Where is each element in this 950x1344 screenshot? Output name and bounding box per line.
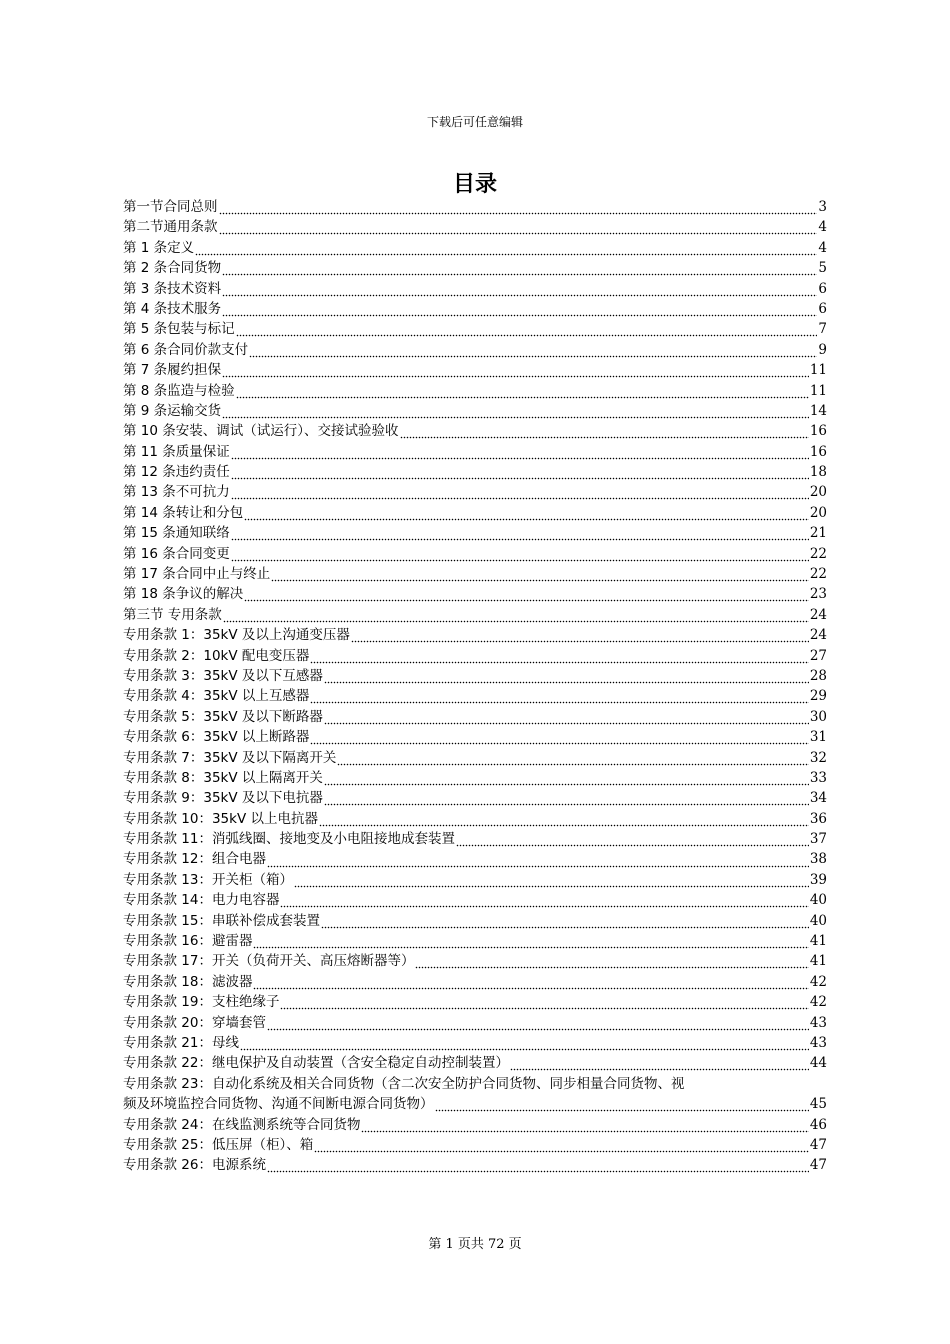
- toc-entry[interactable]: [123, 972, 827, 992]
- toc-leader-dots: [236, 381, 809, 401]
- toc-entry[interactable]: [123, 809, 827, 829]
- toc-entry-label: 第 7 条履约担保: [123, 362, 222, 379]
- toc-entry[interactable]: [123, 217, 827, 237]
- toc-entry-page: 5: [818, 260, 827, 277]
- toc-entry[interactable]: [123, 890, 827, 910]
- toc-entry-label: 专用条款 9：35kV 及以下电抗器: [123, 790, 323, 807]
- toc-entry-label: 专用条款 6：35kV 以上断路器: [123, 729, 310, 746]
- toc-entry-page: 4: [818, 239, 827, 256]
- toc-entry-page: 43: [809, 1014, 827, 1031]
- toc-entry-label: 专用条款 20：穿墙套管: [123, 1014, 266, 1031]
- toc-entry[interactable]: [123, 482, 827, 502]
- toc-entry-label: 第 5 条包装与标记: [123, 321, 235, 338]
- toc-entry-page: 33: [809, 769, 827, 786]
- toc-leader-dots: [240, 1033, 809, 1053]
- toc-leader-dots: [280, 992, 808, 1012]
- toc-entry-page: 18: [809, 464, 827, 481]
- toc-entry[interactable]: [123, 401, 827, 421]
- toc-entry[interactable]: [123, 1033, 827, 1053]
- toc-entry[interactable]: [123, 666, 827, 686]
- toc-title: 目录: [452, 172, 497, 197]
- toc-entry-label: 专用条款 1：35kV 及以上沟通变压器: [123, 627, 350, 644]
- toc-entry-label: 第 12 条违约责任: [123, 464, 230, 481]
- toc-leader-dots: [324, 788, 809, 808]
- toc-entry[interactable]: [123, 1013, 827, 1033]
- toc-entry-label: 专用条款 26：电源系统: [123, 1157, 266, 1174]
- toc-entry-page: 6: [818, 280, 827, 297]
- toc-entry[interactable]: [123, 951, 827, 971]
- toc-entry-page: 6: [818, 300, 827, 317]
- toc-leader-dots: [231, 442, 809, 462]
- toc-entry-label: 第 17 条合同中止与终止: [123, 566, 271, 583]
- toc-leader-dots: [351, 625, 809, 645]
- toc-entry[interactable]: [123, 605, 827, 625]
- toc-entry-page: 16: [809, 443, 827, 460]
- toc-entry-label: 第 13 条不可抗力: [123, 484, 230, 501]
- toc-entry-page: 36: [809, 810, 827, 827]
- toc-entry-page: 42: [809, 973, 827, 990]
- toc-entry-page: 27: [809, 647, 827, 664]
- toc-leader-dots: [222, 258, 817, 278]
- toc-leader-dots: [321, 911, 809, 931]
- toc-entry-label: 第一节合同总则: [123, 198, 218, 215]
- toc-entry-label: 第 3 条技术资料: [123, 280, 222, 297]
- toc-entry-label: 第三节 专用条款: [123, 606, 222, 623]
- toc-leader-dots: [435, 1094, 809, 1114]
- toc-leader-dots: [267, 1013, 809, 1033]
- toc-entry-page: 22: [809, 545, 827, 562]
- toc-entry-page: 7: [818, 321, 827, 338]
- toc-leader-dots: [310, 727, 808, 747]
- toc-entry-page: 24: [809, 627, 827, 644]
- toc-entry-label: 第 14 条转让和分包: [123, 504, 244, 521]
- toc-entry-page: 14: [809, 402, 827, 419]
- toc-entry[interactable]: [123, 625, 827, 645]
- toc-entry-label: 专用条款 21：母线: [123, 1035, 239, 1051]
- toc-leader-dots: [244, 584, 809, 604]
- toc-leader-dots: [280, 890, 808, 910]
- toc-leader-dots: [222, 279, 817, 299]
- toc-entry-page: 4: [818, 219, 827, 236]
- toc-entry[interactable]: [123, 1053, 827, 1073]
- toc-entry-page: 45: [809, 1096, 827, 1113]
- toc-leader-dots: [222, 360, 809, 380]
- toc-leader-dots: [244, 503, 809, 523]
- toc-entry-page: 38: [809, 851, 827, 868]
- toc-entry-page: 16: [809, 423, 827, 440]
- toc-entry-label: 第 2 条合同货物: [123, 260, 222, 277]
- toc-entry-page: 29: [809, 688, 827, 705]
- toc-leader-dots: [222, 299, 817, 319]
- toc-entry-page: 3: [818, 198, 827, 215]
- toc-entry-page: 40: [809, 892, 827, 909]
- toc-entry-label: 专用条款 7：35kV 及以下隔离开关: [123, 749, 337, 766]
- toc-entry[interactable]: [123, 911, 827, 931]
- toc-entry-label-line1: 专用条款 23：自动化系统及相关合同货物（含二次安全防护合同货物、同步相量合同货物、视: [123, 1075, 685, 1092]
- toc-entry-label: 第二节通用条款: [123, 219, 218, 236]
- toc-entry-page: 31: [809, 729, 827, 746]
- toc-leader-dots: [195, 238, 817, 258]
- toc-entry[interactable]: [123, 870, 827, 890]
- toc-entry[interactable]: [123, 503, 827, 523]
- toc-entry-label: 第 18 条争议的解决: [123, 586, 244, 603]
- toc-leader-dots: [231, 482, 809, 502]
- toc-leader-dots: [337, 748, 808, 768]
- toc-leader-dots: [310, 686, 808, 706]
- toc-main-list: [123, 197, 827, 1074]
- toc-entry-page: 9: [818, 341, 827, 358]
- toc-entry[interactable]: [123, 829, 827, 849]
- toc-entry-page: 30: [809, 708, 827, 725]
- table-of-contents: [123, 197, 827, 1176]
- toc-entry[interactable]: [123, 279, 827, 299]
- toc-entry[interactable]: [123, 1115, 827, 1135]
- toc-leader-dots: [510, 1053, 809, 1073]
- toc-leader-dots: [219, 217, 818, 237]
- toc-entry-page: 20: [809, 484, 827, 501]
- toc-leader-dots: [222, 401, 809, 421]
- toc-entry-label: 专用条款 17：开关（负荷开关、高压熔断器等）: [123, 953, 415, 970]
- toc-entry-page: 22: [809, 566, 827, 583]
- toc-entry-label: 专用条款 3：35kV 及以下互感器: [123, 667, 323, 684]
- toc-leader-dots: [267, 1155, 809, 1175]
- toc-leader-dots: [314, 1135, 809, 1155]
- toc-entry-label: 专用条款 12：组合电器: [123, 851, 266, 868]
- toc-tail-list: [123, 1115, 827, 1176]
- toc-entry-page: 20: [809, 504, 827, 521]
- toc-leader-dots: [223, 605, 809, 625]
- toc-entry-label: 第 10 条安装、调试（试运行）、交接试验验收: [123, 423, 399, 440]
- toc-leader-dots: [231, 462, 809, 482]
- page-footer: 第 1 页共 72 页: [428, 1237, 522, 1252]
- toc-entry-wrapped[interactable]: [123, 1074, 827, 1115]
- toc-entry[interactable]: [123, 646, 827, 666]
- toc-leader-dots: [324, 666, 809, 686]
- toc-entry-label: 专用条款 5：35kV 及以下断路器: [123, 708, 323, 725]
- toc-leader-dots: [267, 850, 809, 870]
- toc-entry-label: 专用条款 4：35kV 以上互感器: [123, 688, 310, 705]
- toc-entry-page: 42: [809, 994, 827, 1011]
- toc-entry[interactable]: [123, 360, 827, 380]
- toc-entry-page: 39: [809, 871, 827, 888]
- toc-leader-dots: [271, 564, 809, 584]
- toc-leader-dots: [324, 707, 809, 727]
- toc-entry[interactable]: [123, 544, 827, 564]
- toc-entry-page: 43: [809, 1035, 827, 1051]
- toc-entry-label: 专用条款 10：35kV 以上电抗器: [123, 810, 318, 827]
- toc-entry[interactable]: [123, 850, 827, 870]
- toc-entry[interactable]: [123, 727, 827, 747]
- toc-entry[interactable]: [123, 238, 827, 258]
- toc-leader-dots: [415, 951, 808, 971]
- toc-leader-dots: [231, 544, 809, 564]
- toc-entry[interactable]: [123, 421, 827, 441]
- toc-leader-dots: [236, 319, 818, 339]
- toc-entry[interactable]: [123, 523, 827, 543]
- toc-leader-dots: [456, 829, 809, 849]
- toc-entry-page: 21: [809, 525, 827, 542]
- toc-entry-page: 23: [809, 586, 827, 603]
- toc-entry[interactable]: [123, 1155, 827, 1175]
- toc-entry[interactable]: [123, 340, 827, 360]
- toc-entry-label: 专用条款 19：支柱绝缘子: [123, 994, 280, 1011]
- toc-entry-label: 专用条款 24：在线监测系统等合同货物: [123, 1116, 361, 1133]
- toc-entry-page: 47: [809, 1157, 827, 1174]
- toc-entry-label-line2: 频及环境监控合同货物、沟通不间断电源合同货物）: [123, 1096, 434, 1113]
- toc-entry-label: 专用条款 15：串联补偿成套装置: [123, 912, 320, 929]
- toc-entry[interactable]: [123, 686, 827, 706]
- toc-entry-label: 第 6 条合同价款支付: [123, 341, 249, 358]
- toc-entry[interactable]: [123, 1135, 827, 1155]
- toc-entry-label: 第 16 条合同变更: [123, 545, 230, 562]
- toc-entry-label: 第 8 条监造与检验: [123, 382, 235, 399]
- toc-entry-page: 47: [809, 1136, 827, 1153]
- toc-entry-page: 41: [809, 933, 827, 950]
- toc-entry[interactable]: [123, 584, 827, 604]
- toc-entry-label: 第 1 条定义: [123, 239, 195, 256]
- toc-entry-label: 第 4 条技术服务: [123, 300, 222, 317]
- toc-leader-dots: [361, 1115, 808, 1135]
- toc-entry-page: 28: [809, 667, 827, 684]
- toc-leader-dots: [294, 870, 809, 890]
- toc-entry[interactable]: [123, 462, 827, 482]
- toc-entry-label: 专用条款 18：滤波器: [123, 973, 253, 990]
- toc-entry-label: 专用条款 2：10kV 配电变压器: [123, 647, 310, 664]
- toc-entry[interactable]: [123, 381, 827, 401]
- toc-leader-dots: [219, 197, 818, 217]
- page-header: 下载后可任意编辑: [426, 115, 523, 129]
- toc-entry[interactable]: [123, 564, 827, 584]
- toc-leader-dots: [231, 523, 809, 543]
- toc-entry[interactable]: [123, 442, 827, 462]
- toc-leader-dots: [253, 931, 808, 951]
- toc-entry[interactable]: [123, 788, 827, 808]
- toc-entry-page: 24: [809, 606, 827, 623]
- toc-entry-label: 第 9 条运输交货: [123, 402, 222, 419]
- toc-entry[interactable]: [123, 299, 827, 319]
- toc-entry-page: 34: [809, 790, 827, 807]
- toc-entry[interactable]: [123, 319, 827, 339]
- toc-entry-label: 专用条款 16：避雷器: [123, 933, 253, 950]
- toc-entry-page: 44: [809, 1055, 827, 1072]
- toc-entry-label: 专用条款 8：35kV 以上隔离开关: [123, 769, 323, 786]
- toc-entry-label: 专用条款 14：电力电容器: [123, 892, 280, 909]
- toc-entry-page: 37: [809, 831, 827, 848]
- toc-entry-label: 专用条款 11：消弧线圈、接地变及小电阻接地成套装置: [123, 831, 455, 848]
- toc-entry[interactable]: [123, 258, 827, 278]
- toc-entry[interactable]: [123, 931, 827, 951]
- toc-entry-label: 第 15 条通知联络: [123, 525, 230, 542]
- toc-entry-page: 41: [809, 953, 827, 970]
- toc-entry[interactable]: [123, 992, 827, 1012]
- toc-leader-dots: [324, 768, 809, 788]
- toc-entry-label: 专用条款 22：继电保护及自动装置（含安全稳定自动控制装置）: [123, 1055, 509, 1072]
- toc-leader-dots: [249, 340, 817, 360]
- toc-entry[interactable]: [123, 707, 827, 727]
- toc-leader-dots: [319, 809, 809, 829]
- toc-leader-dots: [400, 421, 809, 441]
- toc-entry[interactable]: [123, 768, 827, 788]
- toc-entry-page: 11: [809, 382, 827, 399]
- toc-entry-label: 专用条款 25：低压屏（柜）、箱: [123, 1136, 314, 1153]
- toc-leader-dots: [310, 646, 808, 666]
- toc-entry-page: 11: [809, 362, 827, 379]
- toc-entry-page: 46: [809, 1116, 827, 1133]
- toc-entry-page: 40: [809, 912, 827, 929]
- toc-entry-label: 专用条款 13：开关柜（箱）: [123, 871, 293, 888]
- toc-entry-page: 32: [809, 749, 827, 766]
- toc-leader-dots: [253, 972, 808, 992]
- toc-entry-label: 第 11 条质量保证: [123, 443, 230, 460]
- toc-entry[interactable]: [123, 197, 827, 217]
- toc-entry[interactable]: [123, 748, 827, 768]
